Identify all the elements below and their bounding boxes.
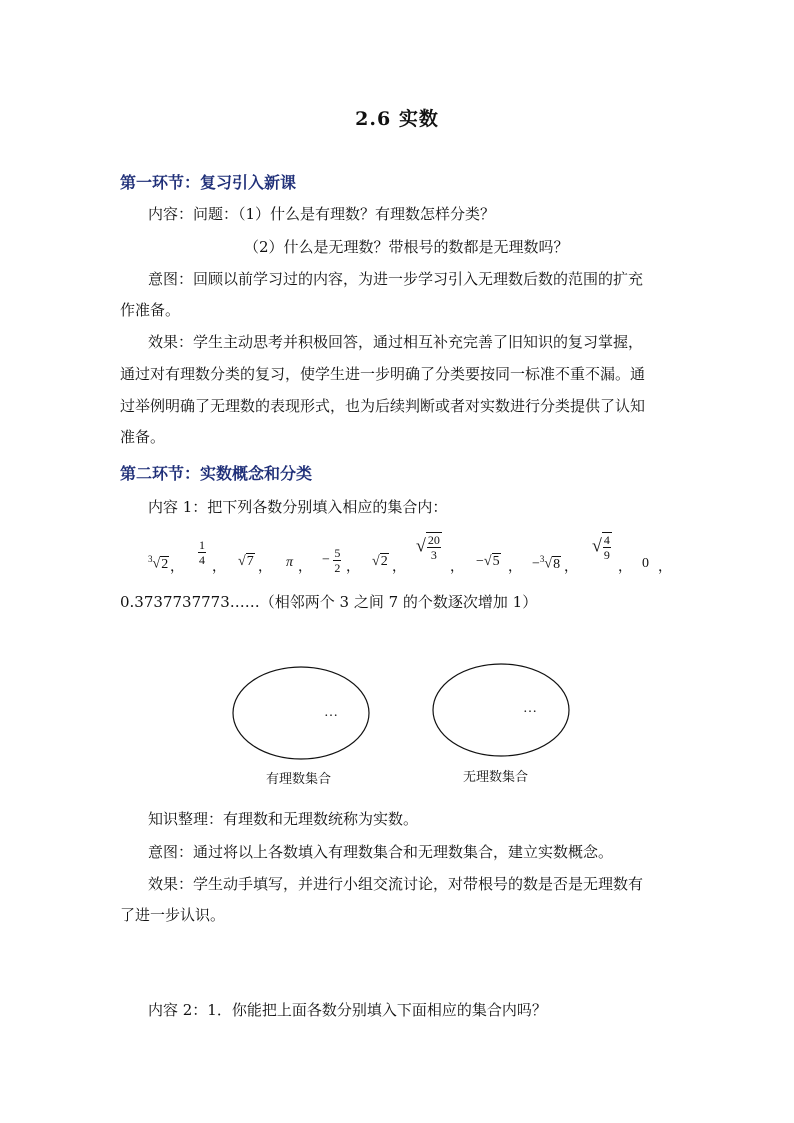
section1-effect-line-2: 通过对有理数分类的复习，使学生进一步明确了分类要按同一标准不重不漏。通 bbox=[120, 365, 646, 383]
section2-content-1: 内容 1：把下列各数分别填入相应的集合内： bbox=[148, 498, 448, 516]
number-list: $^3$√2 ， $\frac{1}{4}$ ， √7 ， π ， − $\frac{5}{2}$ ， √2 ， √ $\frac{20}{3}$ ， −√5 ， −$^3$√8 ， √ $\frac{4}{9}$ ， 0 ， bbox=[148, 533, 672, 575]
negative-cbrt-8: −$^3$√8 bbox=[532, 554, 561, 572]
knowledge-summary: 知识整理：有理数和无理数统称为实数。 bbox=[148, 810, 419, 828]
section2-heading: 第二环节：实数概念和分类 bbox=[120, 464, 313, 483]
negative-sqrt-5: −√5 bbox=[476, 554, 500, 569]
rational-set-ellipse bbox=[233, 667, 369, 759]
section1-effect-line-1: 效果：学生主动思考并积极回答，通过相互补充完善了旧知识的复习掌握， bbox=[148, 333, 644, 351]
number-list-tail: 0.3737737773……（相邻两个 3 之间 7 的个数逐次增加 1） bbox=[120, 593, 538, 611]
irrational-set-dots: … bbox=[523, 701, 537, 716]
pi: π bbox=[286, 555, 294, 570]
fraction-one-quarter: $\frac{1}{4}$ bbox=[199, 538, 205, 567]
sqrt-four-ninths: √ $\frac{4}{9}$ bbox=[592, 533, 610, 562]
sqrt-twenty-thirds: √ $\frac{20}{3}$ bbox=[416, 533, 440, 562]
irrational-set-label: 无理数集合 bbox=[463, 770, 529, 785]
section2-intent: 意图：通过将以上各数填入有理数集合和无理数集合，建立实数概念。 bbox=[148, 843, 614, 861]
section2-effect-line-1: 效果：学生动手填写，并进行小组交流讨论，对带根号的数是否是无理数有 bbox=[148, 875, 644, 893]
negative-five-halves: − $\frac{5}{2}$ bbox=[322, 546, 341, 575]
section2-content-2: 内容 2：1．你能把上面各数分别填入下面相应的集合内吗？ bbox=[148, 1001, 547, 1019]
section1-heading: 第一环节：复习引入新课 bbox=[120, 173, 297, 192]
cbrt-2: $^3$√2 bbox=[148, 554, 169, 572]
page-title: 2.6 实数 bbox=[355, 108, 439, 130]
section1-question-1: 内容：问题：（1）什么是有理数？有理数怎样分类？ bbox=[148, 205, 496, 223]
section2-effect-line-2: 了进一步认识。 bbox=[120, 906, 226, 924]
section1-effect-line-3: 过举例明确了无理数的表现形式，也为后续判断或者对实数进行分类提供了认知 bbox=[120, 397, 646, 415]
irrational-set-ellipse bbox=[433, 664, 569, 756]
section1-effect-line-4: 准备。 bbox=[120, 428, 166, 446]
rational-set-label: 有理数集合 bbox=[266, 772, 332, 787]
sqrt-2: √2 bbox=[372, 554, 388, 569]
section1-intent-line-2: 作准备。 bbox=[120, 301, 181, 319]
sqrt-7: √7 bbox=[238, 554, 254, 569]
section1-intent-line-1: 意图：回顾以前学习过的内容，为进一步学习引入无理数后数的范围的扩充 bbox=[148, 270, 644, 288]
section1-question-2: （2）什么是无理数？带根号的数都是无理数吗？ bbox=[244, 238, 569, 256]
rational-set-dots: … bbox=[324, 705, 338, 720]
zero: 0 bbox=[642, 556, 649, 571]
